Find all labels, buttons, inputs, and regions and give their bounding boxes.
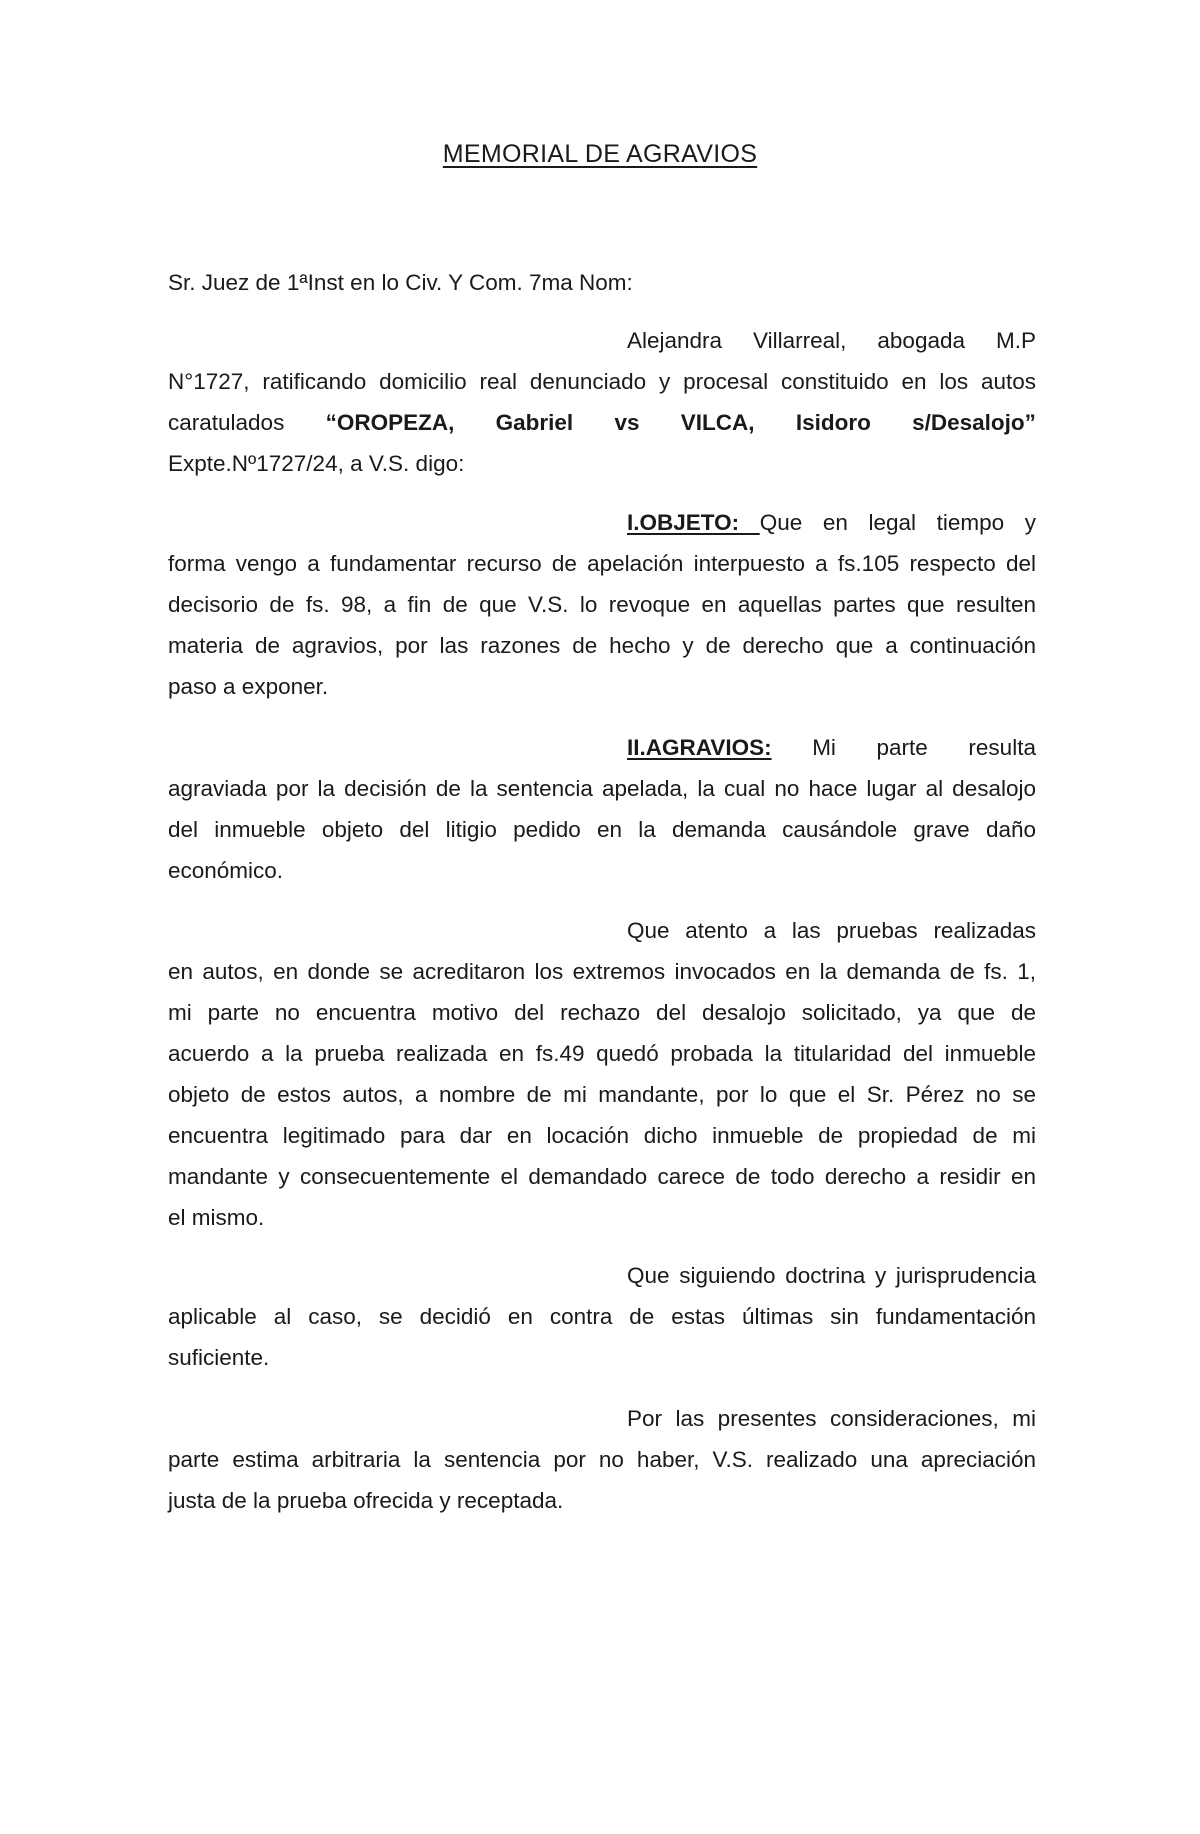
text-line: Que siguiendo doctrina y jurisprudencia: [627, 1263, 1036, 1288]
text-line: [168, 502, 1036, 543]
text-line: decisorio de fs. 98, a fin de que V.S. lo revoque en aquellas partes que resulten: [168, 592, 1036, 617]
agravios-section: [168, 727, 1036, 891]
case-party: Isidoro: [795, 410, 871, 435]
text-line: objeto de estos autos, a nombre de mi mandante, por lo que el Sr. Pérez no se: [168, 1082, 1036, 1107]
case-party: “OROPEZA,: [325, 410, 455, 435]
text-line: justa de la prueba ofrecida y receptada.: [168, 1488, 564, 1513]
doctrina-paragraph: [168, 1255, 1036, 1378]
text-line: mi parte no encuentra motivo del rechazo del desalojo solicitado, ya que de: [168, 1000, 1036, 1025]
section-heading: II.AGRAVIOS:: [627, 735, 772, 760]
text-line: forma vengo a fundamentar recurso de apelación interpuesto a fs.105 respecto del: [168, 551, 1036, 576]
text-line: económico.: [168, 858, 284, 883]
text-line: mandante y consecuentemente el demandado carece de todo derecho a residir en: [168, 1164, 1036, 1189]
text-line: agraviada por la decisión de la sentencia apelada, la cual no hace lugar al desalojo: [168, 776, 1036, 801]
case-party: s/Desalojo”: [912, 410, 1036, 435]
text-line: N°1727, ratificando domicilio real denunciado y procesal constituido en los autos: [168, 369, 1036, 394]
text-word: Mi: [812, 735, 836, 760]
text-line: suficiente.: [168, 1345, 270, 1370]
text-line: [168, 727, 1036, 768]
text-line: Alejandra Villarreal, abogada M.P: [627, 328, 1036, 353]
text-word: resulta: [968, 735, 1036, 760]
text-line: Por las presentes consideraciones, mi: [627, 1406, 1036, 1431]
intro-paragraph: [168, 320, 1036, 484]
case-party: vs: [614, 410, 640, 435]
text-line: materia de agravios, por las razones de hecho y de derecho que a continuación: [168, 633, 1036, 658]
text-line: del inmueble objeto del litigio pedido en la demanda causándole grave daño: [168, 817, 1036, 842]
text-line: paso a exponer.: [168, 674, 329, 699]
addressee-line: Sr. Juez de 1ªInst en lo Civ. Y Com. 7ma Nom:: [168, 270, 633, 295]
text-word: parte: [876, 735, 928, 760]
text-line: el mismo.: [168, 1205, 265, 1230]
text-fragment: Que en legal tiempo y: [759, 510, 1036, 535]
pruebas-paragraph: [168, 910, 1036, 1238]
case-party: VILCA,: [680, 410, 755, 435]
text-line: en autos, en donde se acreditaron los extremos invocados en la demanda de fs. 1,: [168, 959, 1036, 984]
text-line: acuerdo a la prueba realizada en fs.49 quedó probada la titularidad del inmueble: [168, 1041, 1036, 1066]
case-party: Gabriel: [495, 410, 574, 435]
consideraciones-paragraph: [168, 1398, 1036, 1521]
text-line: Expte.Nº1727/24, a V.S. digo:: [168, 451, 465, 476]
case-caption-line: [168, 402, 1036, 443]
objeto-section: [168, 502, 1036, 707]
text-line: Que atento a las pruebas realizadas: [627, 918, 1036, 943]
text-line: encuentra legitimado para dar en locación dicho inmueble de propiedad de mi: [168, 1123, 1036, 1148]
section-heading: I.OBJETO:: [627, 510, 760, 535]
text-line: parte estima arbitraria la sentencia por no haber, V.S. realizado una apreciación: [168, 1447, 1036, 1472]
document-title: MEMORIAL DE AGRAVIOS: [442, 140, 758, 168]
text-word: caratulados: [168, 410, 285, 435]
text-line: aplicable al caso, se decidió en contra de estas últimas sin fundamentación: [168, 1304, 1036, 1329]
